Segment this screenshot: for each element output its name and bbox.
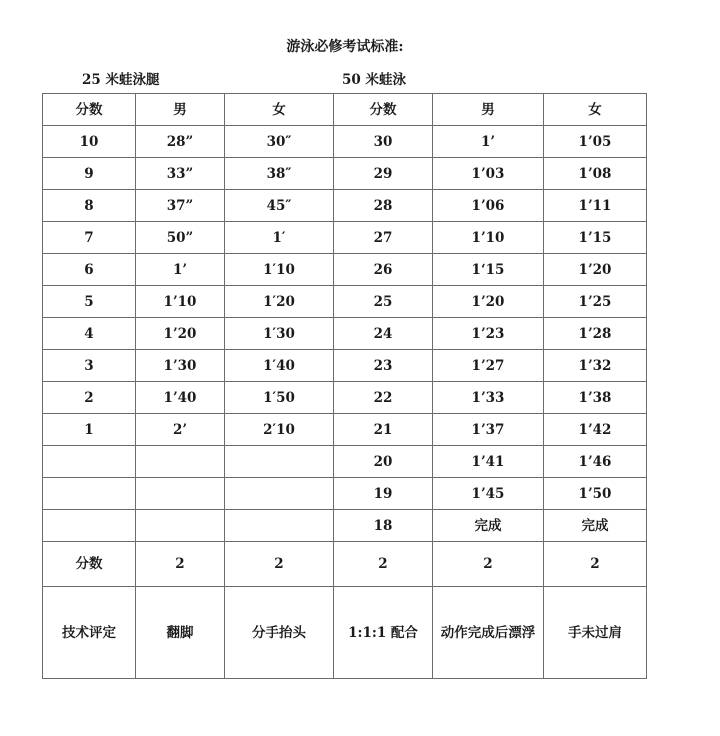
cell-male-25m: 28”: [136, 126, 225, 158]
cell-score-50m: 29: [334, 158, 433, 190]
cell-male-50m: 2: [433, 542, 544, 587]
cell-female-25m: 2′10: [225, 414, 334, 446]
cell-score-25m: 4: [43, 318, 136, 350]
cell-male-50m: 1‘15: [433, 254, 544, 286]
cell-female-25m: 2: [225, 542, 334, 587]
cell-male-50m: 1’20: [433, 286, 544, 318]
cell-score-50m: 20: [334, 446, 433, 478]
cell-male-50m: 完成: [433, 510, 544, 542]
cell-male-50m: 1’37: [433, 414, 544, 446]
cell-score-25m: 3: [43, 350, 136, 382]
cell-score-25m: [43, 446, 136, 478]
cell-female-50m: 1’05: [544, 126, 647, 158]
cell-female-50m: 1’08: [544, 158, 647, 190]
cell-score-50m: 22: [334, 382, 433, 414]
cell-female-50m: 1’46: [544, 446, 647, 478]
cell-female-25m: 1′: [225, 222, 334, 254]
cell-male-25m: 37”: [136, 190, 225, 222]
cell-score-50m: 21: [334, 414, 433, 446]
cell-female-50m: 1’38: [544, 382, 647, 414]
cell-male-25m: 2: [136, 542, 225, 587]
table-row: [43, 190, 647, 222]
cell-female-50m: 1’50: [544, 478, 647, 510]
cell-male-25m: 1’10: [136, 286, 225, 318]
cell-male-50m: 1’06: [433, 190, 544, 222]
cell-score-25m: 分数: [43, 94, 136, 126]
cell-male-50m: 1’41: [433, 446, 544, 478]
cell-male-50m: 1’10: [433, 222, 544, 254]
cell-female-50m: 1’11: [544, 190, 647, 222]
cell-male-25m: [136, 478, 225, 510]
cell-male-25m: 50”: [136, 222, 225, 254]
cell-male-25m: 1’: [136, 254, 225, 286]
section-label-50m-breaststroke: 50 米蛙泳: [342, 72, 406, 88]
cell-male-50m: 动作完成后漂浮: [433, 587, 544, 679]
cell-score-50m: 2: [334, 542, 433, 587]
table-row: [43, 510, 647, 542]
table-row: [43, 446, 647, 478]
cell-score-50m: 19: [334, 478, 433, 510]
cell-female-50m: 1’25: [544, 286, 647, 318]
cell-female-50m: 1’20: [544, 254, 647, 286]
cell-score-25m: 8: [43, 190, 136, 222]
cell-male-25m: [136, 510, 225, 542]
cell-male-25m: 1’20: [136, 318, 225, 350]
table-row: [43, 350, 647, 382]
cell-score-25m: 技术评定: [43, 587, 136, 679]
cell-female-50m: 女: [544, 94, 647, 126]
cell-score-25m: 分数: [43, 542, 136, 587]
cell-female-50m: 1’28: [544, 318, 647, 350]
table-row: [43, 414, 647, 446]
cell-male-25m: 33”: [136, 158, 225, 190]
cell-score-50m: 26: [334, 254, 433, 286]
technique-row: [43, 587, 647, 679]
cell-female-25m: 女: [225, 94, 334, 126]
table-row: [43, 158, 647, 190]
cell-male-50m: 1’45: [433, 478, 544, 510]
table-row: [43, 222, 647, 254]
cell-male-25m: 翻脚: [136, 587, 225, 679]
cell-male-50m: 1’03: [433, 158, 544, 190]
table-row: [43, 254, 647, 286]
cell-female-25m: 1′50: [225, 382, 334, 414]
cell-female-25m: 1′40: [225, 350, 334, 382]
cell-male-25m: 2’: [136, 414, 225, 446]
cell-female-25m: [225, 510, 334, 542]
cell-score-25m: 5: [43, 286, 136, 318]
cell-male-50m: 1’23: [433, 318, 544, 350]
cell-female-25m: 45″: [225, 190, 334, 222]
cell-score-25m: 6: [43, 254, 136, 286]
cell-score-50m: 27: [334, 222, 433, 254]
cell-male-50m: 男: [433, 94, 544, 126]
cell-score-25m: 7: [43, 222, 136, 254]
cell-female-25m: 1′10: [225, 254, 334, 286]
cell-score-50m: 25: [334, 286, 433, 318]
points-row: [43, 542, 647, 587]
cell-score-25m: [43, 510, 136, 542]
cell-score-25m: 9: [43, 158, 136, 190]
cell-male-25m: 1’30: [136, 350, 225, 382]
cell-female-50m: 2: [544, 542, 647, 587]
section-label-25m-breaststroke-kick: 25 米蛙泳腿: [82, 72, 160, 88]
cell-score-25m: 10: [43, 126, 136, 158]
cell-score-50m: 24: [334, 318, 433, 350]
cell-female-25m: 1′30: [225, 318, 334, 350]
table-row: [43, 478, 647, 510]
cell-female-25m: 30″: [225, 126, 334, 158]
cell-score-25m: 1: [43, 414, 136, 446]
cell-male-50m: 1’27: [433, 350, 544, 382]
cell-female-50m: 1’32: [544, 350, 647, 382]
cell-score-25m: 2: [43, 382, 136, 414]
table-row: [43, 286, 647, 318]
cell-score-25m: [43, 478, 136, 510]
cell-female-25m: 分手抬头: [225, 587, 334, 679]
swimming-standards-table: [42, 93, 647, 679]
cell-male-25m: 男: [136, 94, 225, 126]
cell-male-50m: 1’: [433, 126, 544, 158]
table-row: [43, 382, 647, 414]
cell-female-50m: 手未过肩: [544, 587, 647, 679]
cell-score-50m: 30: [334, 126, 433, 158]
cell-score-50m: 28: [334, 190, 433, 222]
cell-score-50m: 23: [334, 350, 433, 382]
cell-female-50m: 1’15: [544, 222, 647, 254]
cell-male-50m: 1’33: [433, 382, 544, 414]
cell-female-25m: [225, 478, 334, 510]
cell-score-50m: 1:1:1 配合: [334, 587, 433, 679]
page-title: 游泳必修考试标准:: [286, 39, 404, 55]
cell-female-25m: 38″: [225, 158, 334, 190]
table-row: [43, 126, 647, 158]
cell-female-50m: 完成: [544, 510, 647, 542]
cell-score-50m: 分数: [334, 94, 433, 126]
cell-female-50m: 1’42: [544, 414, 647, 446]
cell-female-25m: [225, 446, 334, 478]
table-row: [43, 318, 647, 350]
cell-score-50m: 18: [334, 510, 433, 542]
cell-female-25m: 1′20: [225, 286, 334, 318]
header-row: [43, 94, 647, 126]
cell-male-25m: 1’40: [136, 382, 225, 414]
cell-male-25m: [136, 446, 225, 478]
